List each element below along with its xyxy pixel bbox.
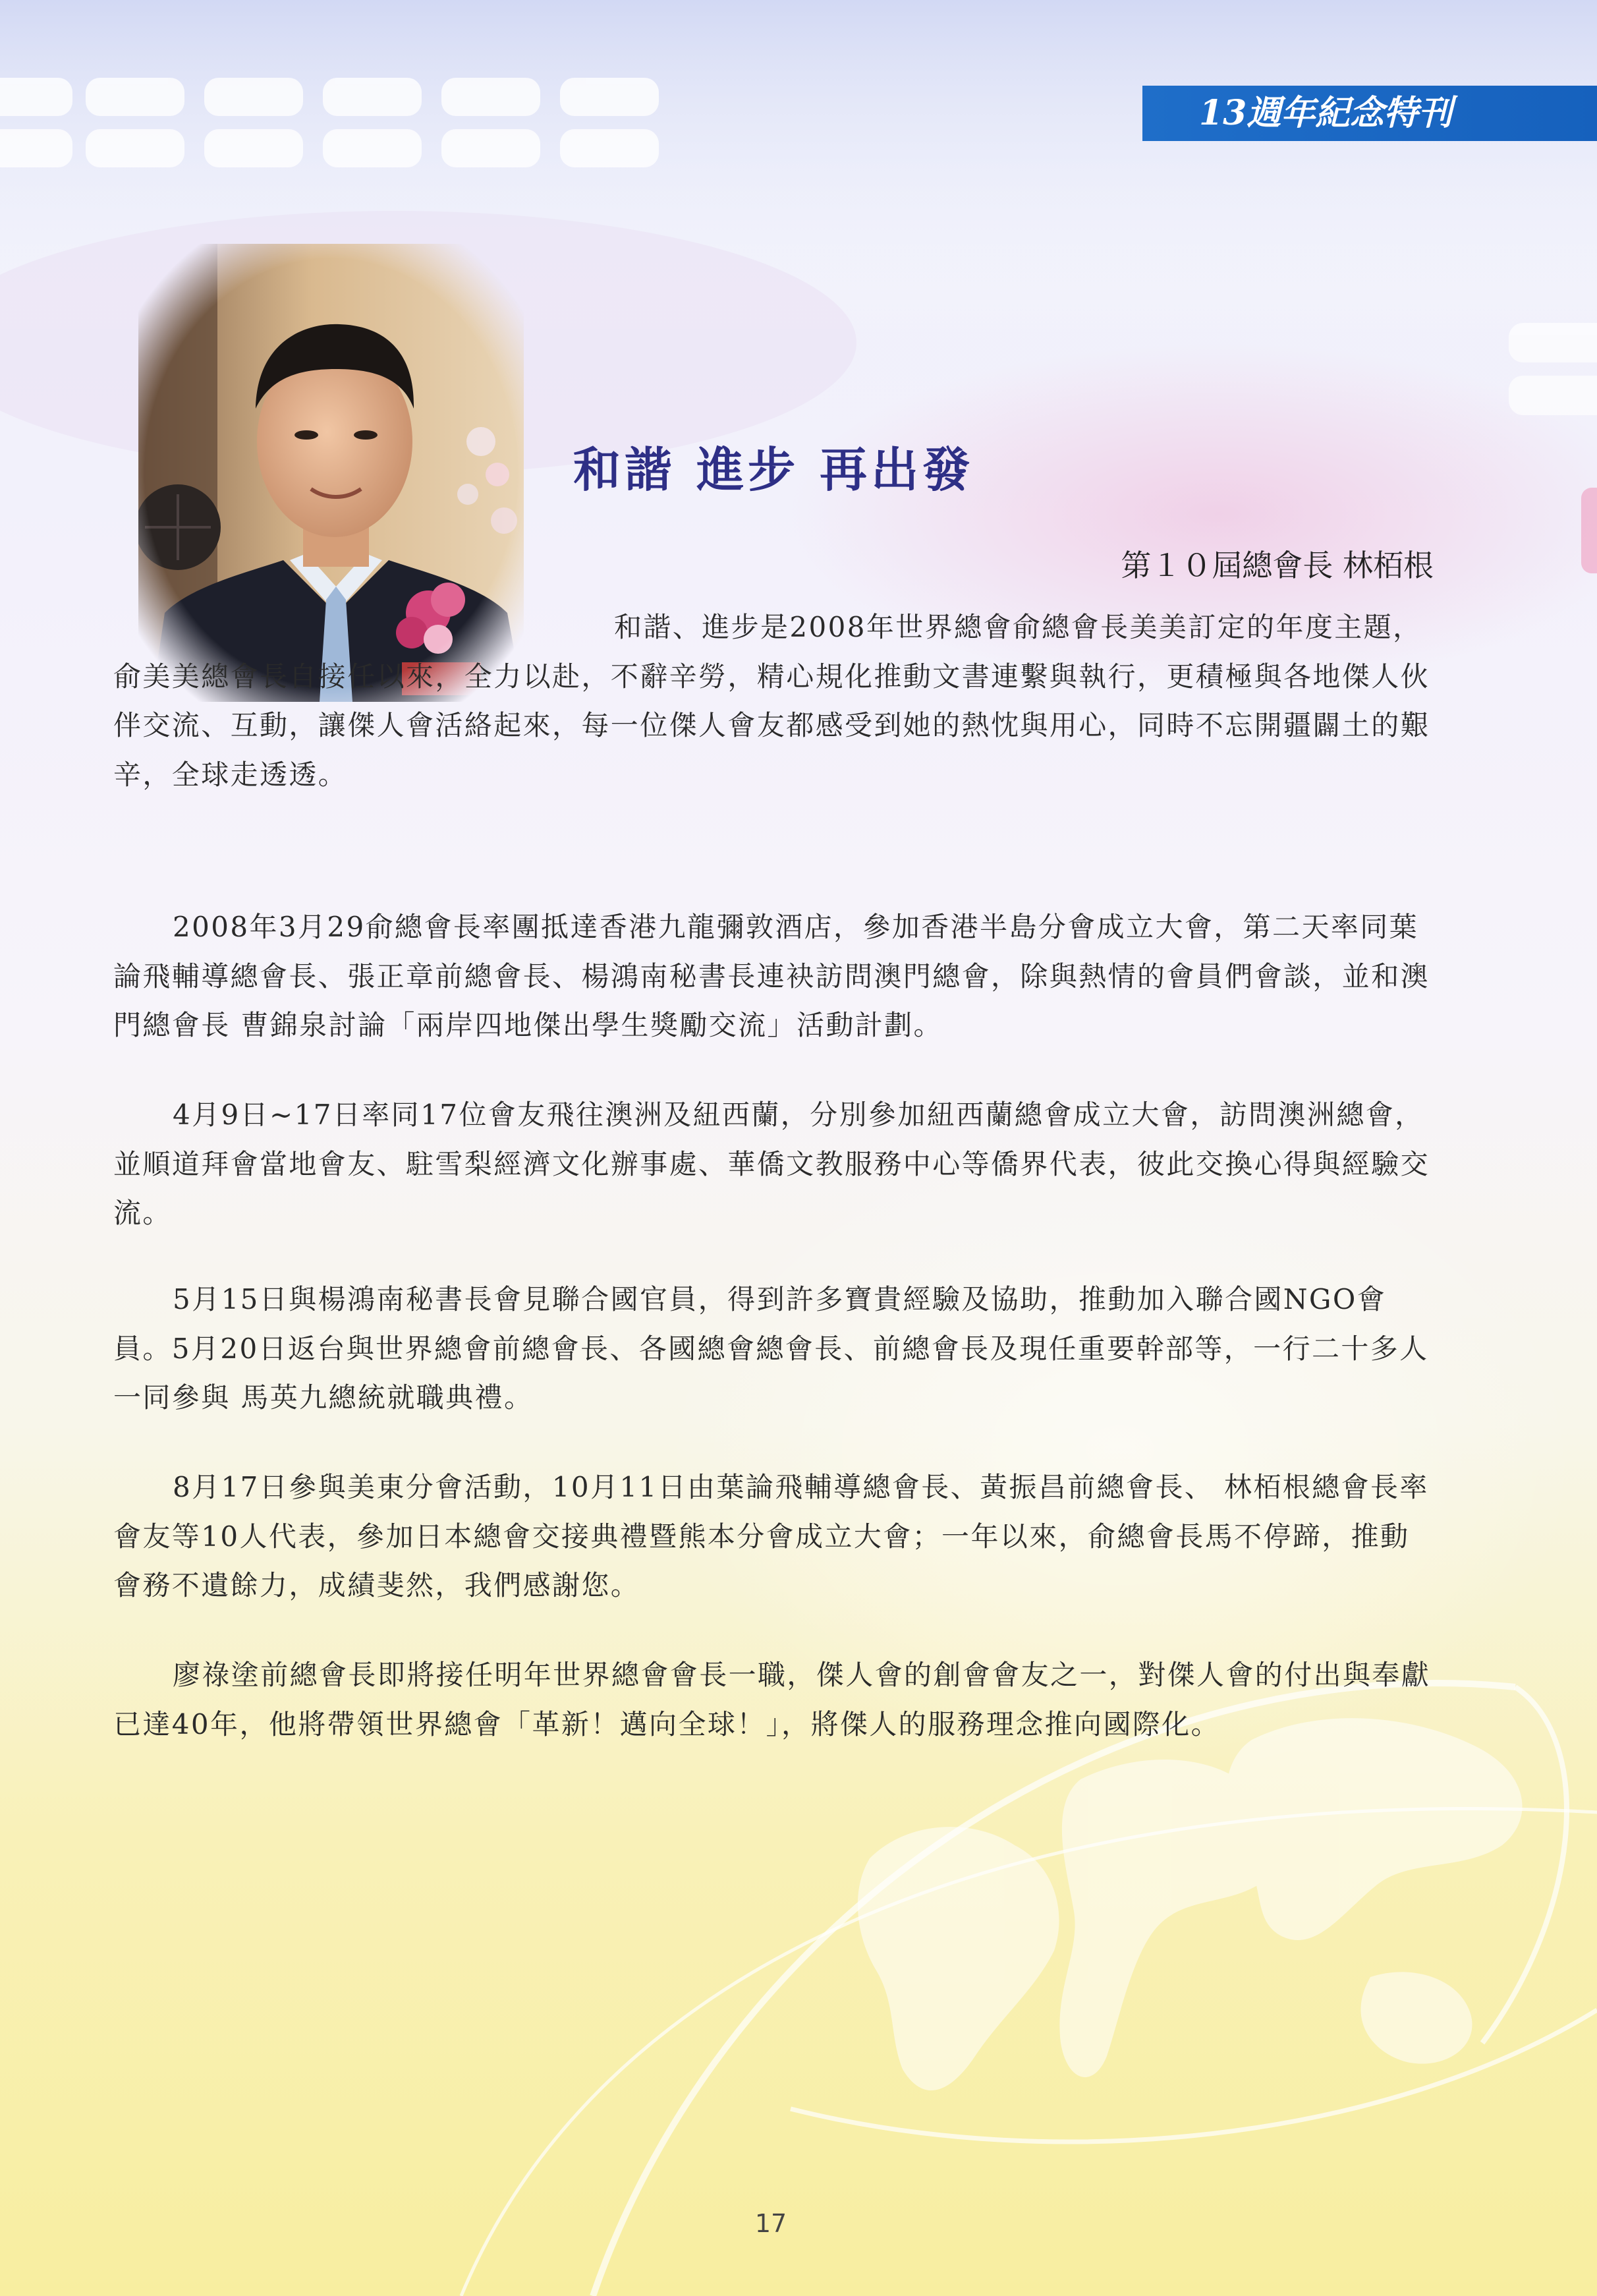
paragraph-6: 廖祿塗前總會長即將接任明年世界總會會長一職，傑人會的創會會友之一，對傑人會的付出與奉獻已達40年，他將帶領世界總會「革新！邁向全球！」，將傑人的服務理念推向國際化。 [113,1659,1431,1740]
paragraph-5: 8月17日參與美東分會活動，10月11日由葉論飛輔導總會長、黃振昌前總會長、 林栢根總會長率會友等10人代表，參加日本總會交接典禮暨熊本分會成立大會；一年以來，俞總會長馬不停蹄，推動會務不遺餘力，成績斐然，我們感謝您。 [113,1471,1429,1602]
paragraph-3: 4月9日~17日率同17位會友飛往澳洲及紐西蘭，分別參加紐西蘭總會成立大會，訪問澳洲總會，並順道拜會當地會友、駐雪梨經濟文化辦事處、華僑文教服務中心等僑界代表，彼此交換心得與經驗交流。 [113,1099,1430,1230]
paragraph-4: 5月15日與楊鴻南秘書長會見聯合國官員，得到許多寶貴經驗及協助，推動加入聯合國NGO會員。5月20日返台與世界總會前總會長、各國總會總會長、前總會長及現任重要幹部等，一行二十多人一同參與 馬英九總統就職典禮。 [113,1283,1429,1414]
issue-label: 13週年紀念特刊 [1199,93,1453,133]
paragraph-1: 和諧、進步是2008年世界總會俞總會長美美訂定的年度主題，俞美美總會長自接任以來，全力以赴，不辭辛勞，精心規化推動文書連繫與執行，更積極與各地傑人伙伴交流、互動，讓傑人會活絡起來，每一位傑人會友都感受到她的熱忱與用心，同時不忘開疆闢土的艱辛，全球走透透。 [113,611,1430,791]
paragraph-2: 2008年3月29俞總會長率團抵達香港九龍彌敦酒店，參加香港半島分會成立大會，第二天率同葉論飛輔導總會長、張正章前總會長、楊鴻南秘書長連袂訪問澳門總會，除與熱情的會員們會談，並和澳門總會長 曹錦泉討論「兩岸四地傑出學生獎勵交流」活動計劃。 [113,911,1430,1042]
author-byline: 第１０屆總會長 林栢根 [1121,548,1434,583]
article-title: 和諧 進步 再出發 [573,442,974,498]
page-number: 17 [754,2209,787,2238]
page-header-band [1142,86,1597,141]
